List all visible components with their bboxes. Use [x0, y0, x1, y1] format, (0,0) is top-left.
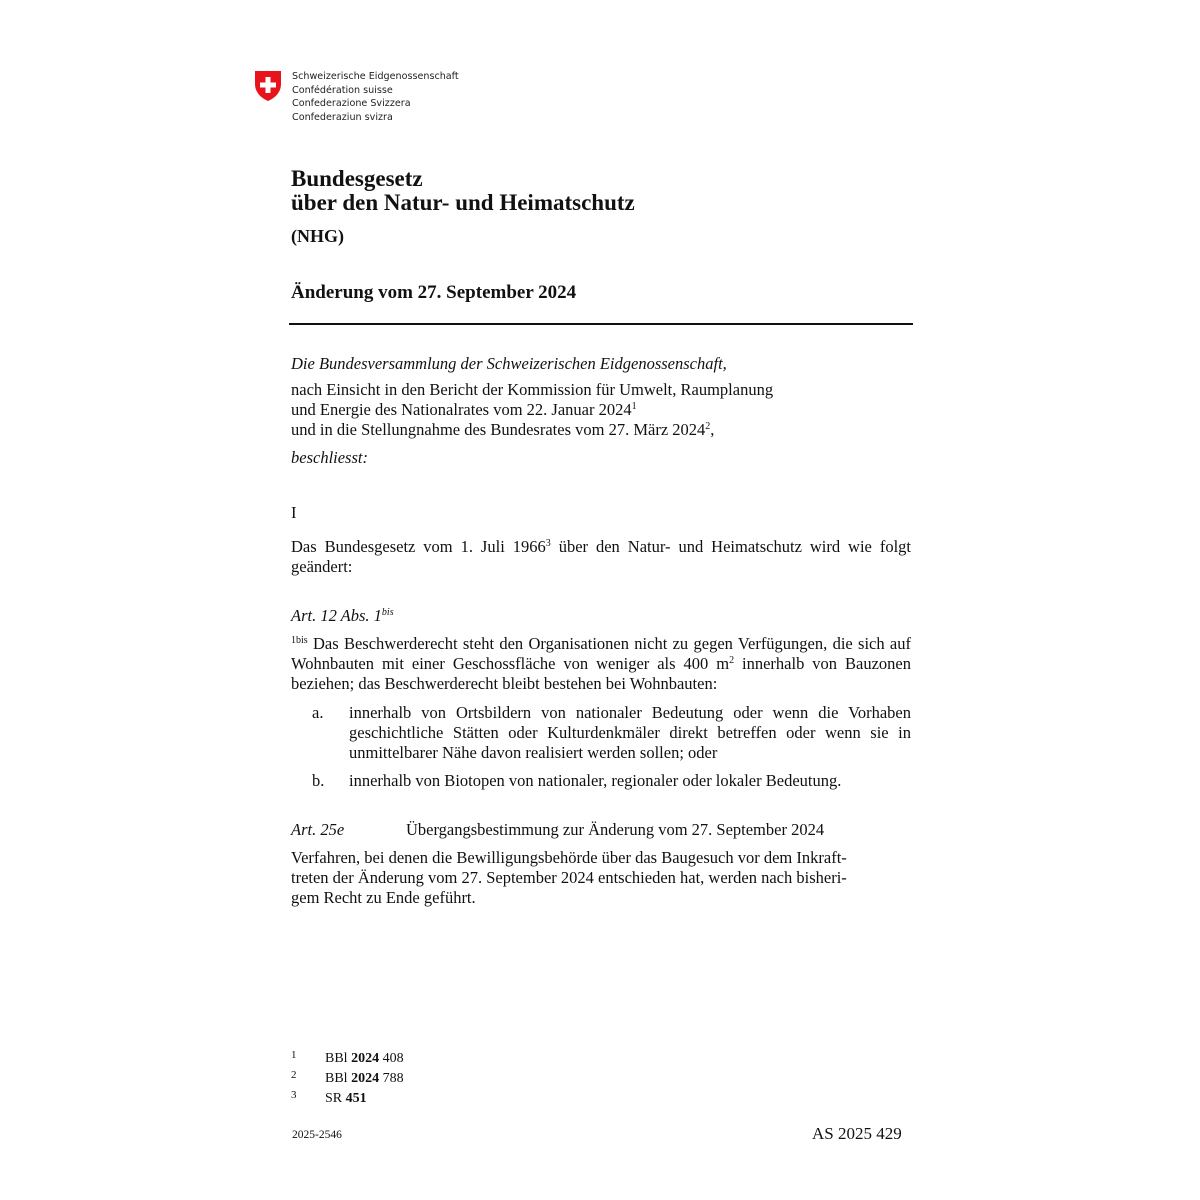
- art-12-heading: Art. 12 Abs. $1^{bis}$: [291, 606, 394, 625]
- item-letter: b.: [312, 771, 325, 790]
- confederation-line-de: Schweizerische Eidgenossenschaft: [292, 71, 459, 82]
- footnote-3: 3 SR 451: [291, 1089, 367, 1106]
- art-25e-heading: [291, 820, 911, 840]
- amendment-date: Änderung vom 27. September 2024: [291, 282, 577, 303]
- art-25e-text: Verfahren, bei denen die Bewilligungsbehörde über das Baugesuch vor dem Inkraft- treten der Änderung vom 27. September 2024 entschieden hat, werden nach bisheri- gem Recht zu Ende geführt.: [291, 848, 847, 907]
- section-numeral: I: [291, 503, 297, 522]
- item-letter: a.: [312, 703, 324, 722]
- confederation-names: [292, 70, 459, 124]
- footnote-1: 1 BBl 2024 408: [291, 1049, 404, 1066]
- title-line-1: Bundesgesetz: [291, 166, 423, 191]
- art-12-item-a: [291, 703, 911, 763]
- confederation-line-fr: Confédération suisse: [292, 84, 393, 96]
- document-title: [291, 167, 635, 215]
- footnotes: [291, 1047, 404, 1107]
- footnote-ref-3[interactable]: 3: [545, 538, 551, 549]
- footnote-ref-1[interactable]: 1: [631, 401, 637, 412]
- art-12-paragraph: $^{1bis}$ Das Beschwerderecht steht den Organisationen nicht zu gegen Verfügungen, die sich auf Wohnbauten mit einer Geschossfläche von weniger als 400 $m^2$ innerhalb von Bauzonen beziehen; das Beschwerderecht bleibt bestehen bei Wohnbauten:: [291, 634, 911, 693]
- art-25e-label: Art. 25e: [291, 820, 345, 839]
- swiss-cross-emblem-icon: [254, 70, 282, 102]
- item-text: innerhalb von Biotopen von nationaler, regionaler oder lokaler Bedeutung.: [349, 771, 842, 790]
- preamble-line-2: und Energie des Nationalrates vom 22. Januar 2024$^1$: [291, 400, 637, 419]
- title-rule: [289, 323, 913, 325]
- art-25e-subject: Übergangsbestimmung zur Änderung vom 27. September 2024: [406, 820, 825, 839]
- paragraph-number: 1bis: [291, 635, 308, 646]
- art-12-item-b: [291, 771, 911, 791]
- footnote-2: 2 BBl 2024 788: [291, 1069, 404, 1086]
- preamble-basis: [291, 380, 911, 440]
- section-intro: Das Bundesgesetz vom 1. Juli 1966$^3$ über den Natur- und Heimatschutz wird wie folgt geändert:: [291, 537, 912, 576]
- document-number: 2025-2546: [292, 1129, 342, 1141]
- title-line-2: über den Natur- und Heimatschutz: [291, 190, 635, 215]
- preamble-line-1: nach Einsicht in den Bericht der Kommission für Umwelt, Raumplanung: [291, 380, 774, 399]
- footnote-ref-2[interactable]: 2: [705, 421, 711, 432]
- confederation-line-rm: Confederaziun svizra: [292, 111, 393, 123]
- preamble-line-3: und in die Stellungnahme des Bundesrates vom 27. März 2024$^2$,: [291, 420, 715, 439]
- item-text: innerhalb von Ortsbildern von nationaler Bedeutung oder wenn die Vorhaben geschichtliche Stätten oder Kulturdenkmäler direkt betreffen oder wenn sie in unmittelbarer Nähe davon realisiert werden sollen; oder: [349, 703, 911, 762]
- preamble-resolves: beschliesst:: [291, 448, 368, 467]
- confederation-line-it: Confederazione Svizzera: [292, 98, 411, 110]
- preamble-assembly: Die Bundesversammlung der Schweizerischen Eidgenossenschaft,: [291, 354, 727, 373]
- official-collection-ref: AS 2025 429: [812, 1124, 902, 1143]
- law-abbreviation: (NHG): [291, 226, 344, 246]
